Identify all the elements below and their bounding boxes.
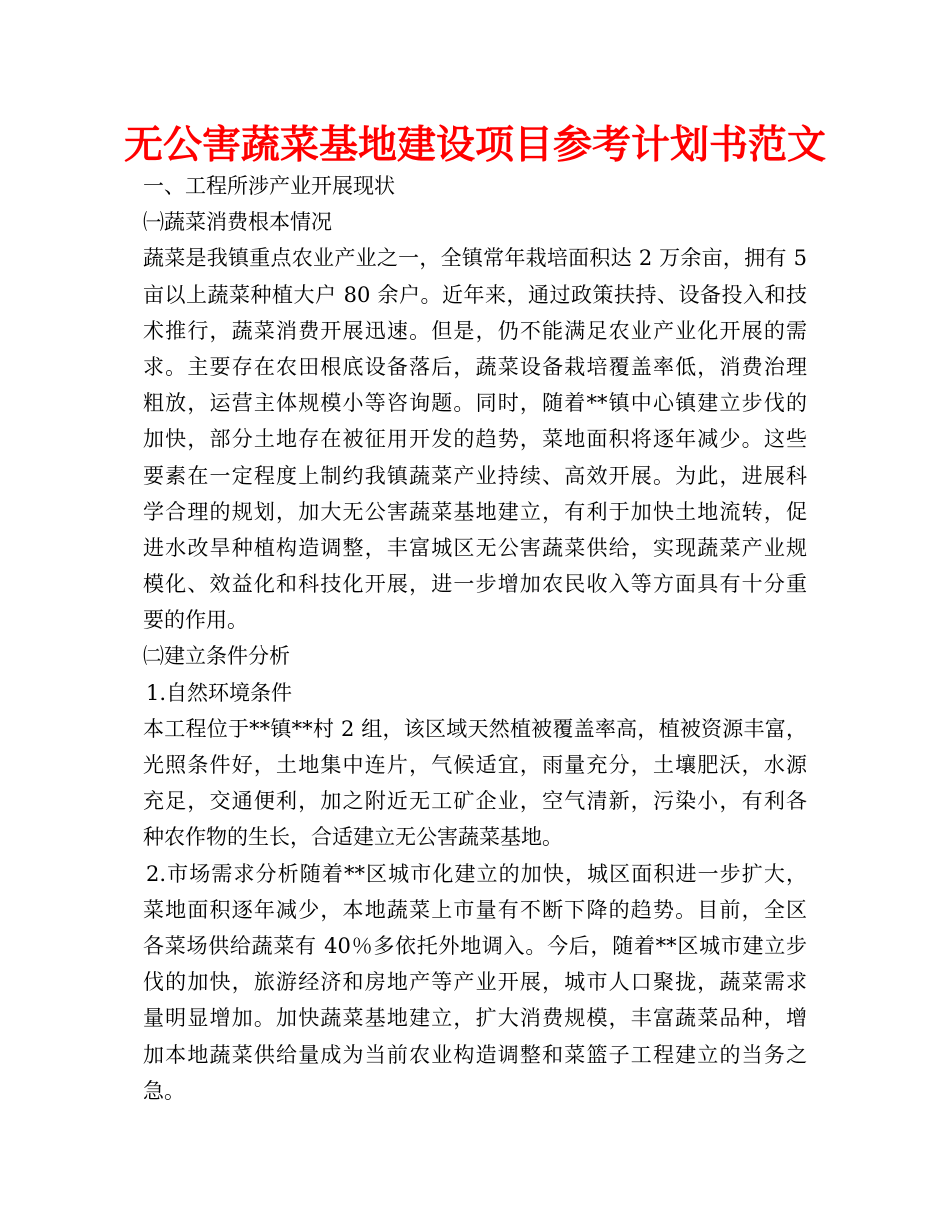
paragraph-line: 各菜场供给蔬菜有 40％多依托外地调入。今后，随着**区城市建立步 xyxy=(143,933,807,958)
paragraph-line: 光照条件好，土地集中连片，气候适宜，雨量充分，土壤肥沃，水源 xyxy=(143,753,807,777)
paragraph-line: 伐的加快，旅游经济和房地产等产业开展，城市人口聚拢，蔬菜需求 xyxy=(143,970,807,995)
paragraph-line: 量明显增加。加快蔬菜基地建立，扩大消费规模，丰富蔬菜品种，增 xyxy=(143,1006,807,1031)
document-body xyxy=(143,168,807,1109)
paragraph-line: ㈡建立条件分析 xyxy=(143,644,290,669)
paragraph-line: 亩以上蔬菜种植大户 80 余户。近年来，通过政策扶持、设备投入和技 xyxy=(143,282,807,307)
paragraph-line: 菜地面积逐年减少，本地蔬菜上市量有不断下降的趋势。目前，全区 xyxy=(143,897,807,922)
document-title: 无公害蔬菜基地建设项目参考计划书范文 xyxy=(123,123,826,168)
paragraph-line: 2.市场需求分析随着**区城市化建立的加快，城区面积进一步扩大， xyxy=(146,861,807,886)
paragraph-line: ㈠蔬菜消费根本情况 xyxy=(143,210,332,235)
paragraph-line: 一、工程所涉产业开展现状 xyxy=(143,174,395,198)
paragraph-line: 要的作用。 xyxy=(143,608,248,633)
paragraph-line: 要素在一定程度上制约我镇蔬菜产业持续、高效开展。为此，进展科 xyxy=(143,463,807,488)
paragraph-line: 种农作物的生长，合适建立无公害蔬菜基地。 xyxy=(143,825,563,850)
paragraph-line: 粗放，运营主体规模小等咨询题。同时，随着**镇中心镇建立步伐的 xyxy=(143,391,807,416)
paragraph-line: 1.自然环境条件 xyxy=(146,680,293,705)
paragraph-line: 进水改旱种植构造调整，丰富城区无公害蔬菜供给，实现蔬菜产业规 xyxy=(143,535,807,560)
paragraph-line: 充足，交通便利，加之附近无工矿企业，空气清新，污染小，有利各 xyxy=(143,789,807,814)
paragraph-line: 蔬菜是我镇重点农业产业之一，全镇常年栽培面积达 2 万余亩，拥有 5 xyxy=(143,246,807,271)
paragraph-line: 求。主要存在农田根底设备落后，蔬菜设备栽培覆盖率低，消费治理 xyxy=(143,354,807,379)
paragraph-line: 急。 xyxy=(143,1078,185,1103)
paragraph-line: 加本地蔬菜供给量成为当前农业构造调整和菜篮子工程建立的当务之 xyxy=(143,1042,807,1067)
paragraph-line: 术推行，蔬菜消费开展迅速。但是，仍不能满足农业产业化开展的需 xyxy=(143,318,807,343)
paragraph-line: 学合理的规划，加大无公害蔬菜基地建立，有利于加快土地流转，促 xyxy=(143,499,807,524)
paragraph-line: 本工程位于**镇**村 2 组，该区域天然植被覆盖率高，植被资源丰富， xyxy=(143,716,807,741)
paragraph-line: 加快，部分土地存在被征用开发的趋势，菜地面积将逐年减少。这些 xyxy=(143,427,807,452)
paragraph-line: 模化、效益化和科技化开展，进一步增加农民收入等方面具有十分重 xyxy=(143,572,807,597)
